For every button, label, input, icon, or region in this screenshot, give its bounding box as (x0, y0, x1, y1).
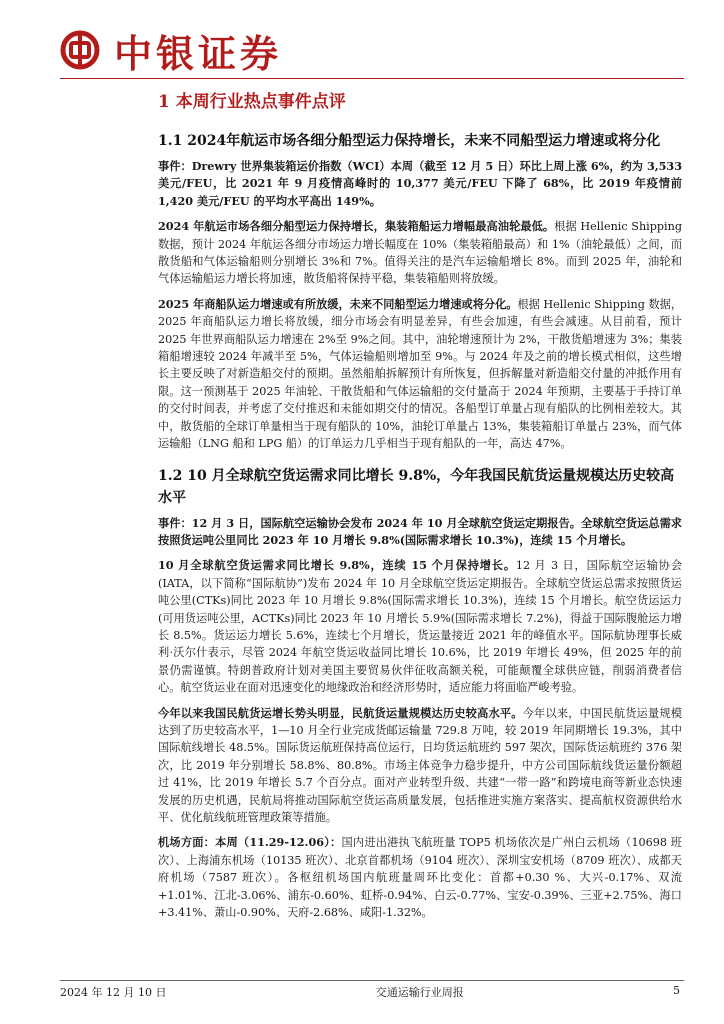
paragraph: 2024 年航运市场各细分船型运力保持增长，集装箱船运力增幅最高油轮最低。根据 Hellenic Shipping 数据，预计 2024 年航运各细分市场运力增长幅度在 10%（集装箱船最高）和 1%（油轮最低）之间，而散货船和气体运输船则分别增长 3%和 7%。值得关注的是汽车运输船增长 8%。而到 2025 年，油轮和气体运输船运力增长将加速，散货船将保持平稳，集装箱船则将放缓。 (158, 219, 682, 286)
brand-name: 中银证券 (114, 31, 283, 76)
header-divider (60, 78, 684, 79)
footer-divider (60, 980, 684, 981)
subsection-2-title: 1.2 10 月全球航空货运需求同比增长 9.8%，今年我国民航货运量规模达历史较高水平 (158, 467, 675, 506)
subsection-1-title: 1.1 2024年航运市场各细分船型运力保持增长，未来不同船型运力增速或将分化 (158, 133, 661, 149)
section-title: 1 本周行业热点事件点评 (158, 92, 346, 112)
paragraph: 2025 年商船队运力增速或有所放缓，未来不同船型运力增速或将分化。根据 Hellenic Shipping 数据，2025 年商船队运力增长将放缓，细分市场会有明显差异，有些会加速，有些会减速。从目前看，预计 2025 年世界商船队运力增速在 2%至 9%之间。其中，油轮增速预计为 2%，干散货船增速为 3%；集装箱船增速较 2024 年减半至 5%，气体运输船则增加至 9%。与 2024 年及之前的增长模式相似，这些增长主要反映了对新造船交付的预期。虽然船舶拆解预计有所恢复，但拆解量对新造船交付量的冲抵作用有限。这一预测基于 2025 年油轮、干散货船和气体运输船的交付量高于 2024 年预期，主要基于手持订单的交付时间表，并考虑了交付推迟和未能如期交付的情况。各船型订单量占现有船队的比例相差较大。其中，散货船的全球订单量相当于现有船队的 10%，油轮订单量占 13%，集装箱船订单量占 23%，而气体运输船（LNG 船和 LPG 船）的订单运力几乎相当于现有船队的一年，高达 47%。 (158, 296, 683, 451)
main-content (158, 88, 682, 929)
page-number: 5 (672, 984, 680, 997)
paragraph: 事件：12 月 3 日，国际航空运输协会发布 2024 年 10 月全球航空货运定期报告。全球航空货运总需求按照货运吨公里同比 2023 年 10 月增长 9.8%(国际需求增长 10.3%)，连续 15 个月增长。 (158, 515, 682, 547)
footer-date: 2024 年 12 月 10 日 (60, 986, 167, 999)
bank-of-china-logo-icon (60, 30, 100, 70)
header (60, 22, 282, 78)
footer (60, 984, 680, 1000)
paragraph: 10 月全球航空货运需求同比增长 9.8%，连续 15 个月保持增长。12 月 3 日，国际航空运输协会(IATA，以下简称“国际航协”)发布 2024 年 10 月全球航空货运定期报告。全球航空货运总需求按照货运吨公里(CTKs)同比 2023 年 10 月增长 9.8%(国际需求增长 10.3%)，连续 15 个月增长。航空货运运力(可用货运吨公里，ACTKs)同比 2023 年 10 月增长 5.9%(国际需求增长 7.2%)，得益于国际腹舱运力增长 8.5%。货运运力增长 5.6%，连续七个月增长，货运量接近 2021 年的峰值水平。国际航协理事长威利·沃尔什表示，尽管 2024 年航空货运收益同比增长 10.6%，比 2019 年增长 49%，但 2025 年的前景仍需谨慎。特朗普政府计划对美国主要贸易伙伴征收高额关税，可能颠覆全球供应链，削弱消费者信心。航空货运业在面对迅速变化的地缘政治和经济形势时，适应能力将面临严峻考验。 (158, 558, 683, 695)
paragraph: 机场方面：本周（11.29-12.06）：国内进出港执飞航班量 TOP5 机场依次是广州白云机场（10698 班次）、上海浦东机场（10135 班次）、北京首都机场（9104 班次）、深圳宝安机场（8709 班次）、成都天府机场（7587 班次）。各枢纽机场国内航班量周环比变化：首都+0.30 %、大兴-0.17%、双流+1.01%、江北-3.06%、浦东-0.60%、虹桥-0.94%、白云-0.77%、宝安-0.39%、三亚+2.75%、海口+3.41%、萧山-0.90%、天府-2.68%、咸阳-1.32%。 (158, 835, 682, 920)
footer-report-title: 交通运输行业周报 (375, 986, 464, 999)
paragraph: 今年以来我国民航货运增长势头明显，民航货运量规模达历史较高水平。今年以来，中国民航货运量规模达到了历史较高水平，1—10 月全行业完成货邮运输量 729.8 万吨，较 2019 年同期增长 19.3%，其中国际航线增长 48.5%。国际货运航班保持高位运行，日均货运航班约 597 架次，国际货运航班约 376 架次，比 2019 年分别增长 58.8%、80.8%。市场主体竞争力稳步提升，中方公司国际航线货运量份额超过 41%，比 2019 年增长 5.7 个百分点。面对产业转型升级、共建“一带一路”和跨境电商等新业态快速发展的历史机遇，民航局将推动国际航空货运高质量发展，包括推进实施方案落实、提高航权资源供给水平、优化航线航班管理政策等措施。 (158, 705, 682, 824)
paragraph: 事件：Drewry 世界集装箱运价指数（WCI）本周（截至 12 月 5 日）环比上周上涨 6%，约为 3,533 美元/FEU，比 2021 年 9 月疫情高峰时的 10,377 美元/FEU 下降了 68%，比 2019 年疫情前 1,420 美元/FEU 的平均水平高出 149%。 (158, 159, 682, 208)
